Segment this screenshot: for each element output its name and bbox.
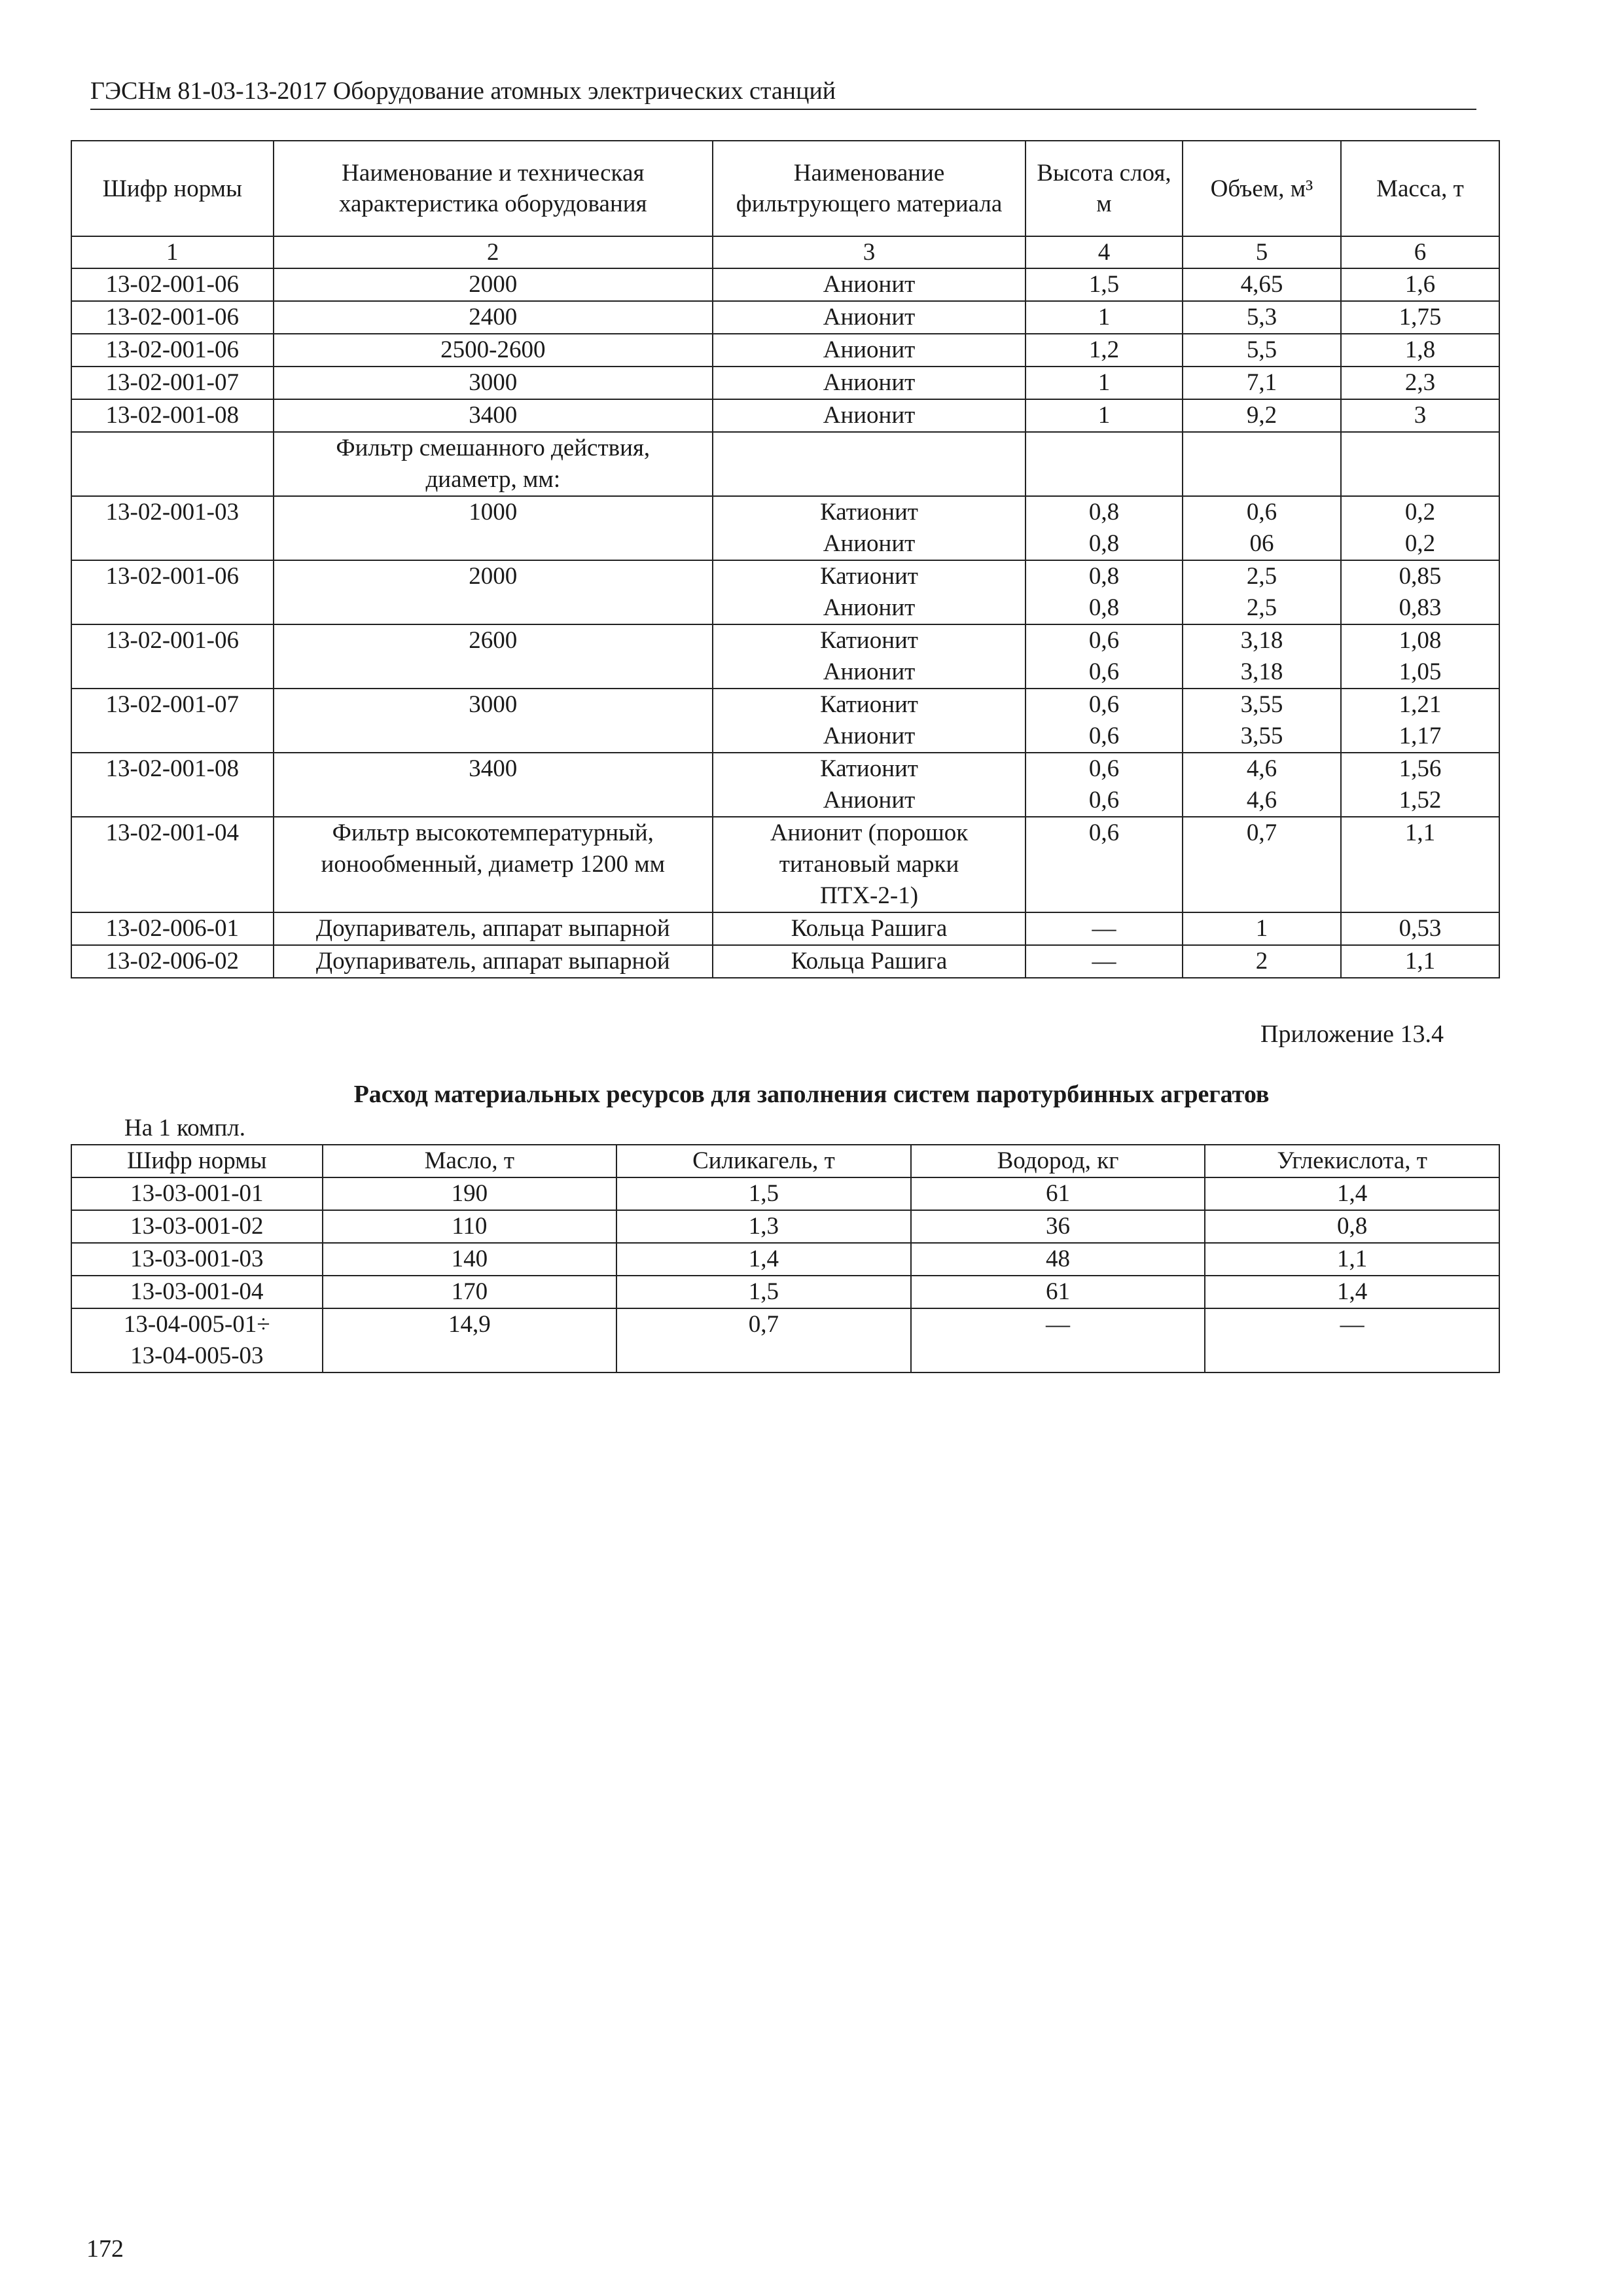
header-mass: Масса, т: [1341, 141, 1499, 236]
volume-cell: [1183, 912, 1341, 945]
hydrogen-cell-line: 61: [1046, 1180, 1071, 1207]
header-layer-height: Высота слоя, м: [1026, 141, 1183, 236]
oil-cell: [323, 1308, 617, 1372]
table-row: [71, 1276, 1499, 1308]
table-row: [71, 268, 1499, 301]
mass-cell: [1341, 432, 1499, 496]
equipment-cell-line: 2500-2600: [440, 336, 546, 363]
code-cell: 13-02-001-06: [71, 624, 274, 689]
height-cell-line: 0,6: [1088, 819, 1120, 846]
code-cell: 13-02-001-07: [71, 367, 274, 399]
mass-cell-line: 3: [1414, 402, 1427, 429]
code-cell-line: 13-03-001-01: [130, 1180, 264, 1207]
volume-cell: [1183, 301, 1341, 334]
carbon-dioxide-cell: [1205, 1243, 1499, 1276]
height-cell-line: 0,6: [1088, 627, 1120, 654]
material-cell: [713, 399, 1026, 432]
oil-cell: [323, 1177, 617, 1210]
table-row: [71, 1177, 1499, 1210]
material-cell-line: Анионит: [823, 787, 916, 814]
mass-cell-line: 1,75: [1399, 304, 1442, 331]
equipment-cell-line: 2000: [469, 563, 518, 590]
mass-cell: [1341, 753, 1499, 817]
code-cell-line: 13-03-001-02: [130, 1213, 264, 1240]
height-cell-line: 0,6: [1088, 755, 1120, 782]
material-cell-line: Катионит: [820, 627, 918, 654]
material-cell-line: ПТХ-2-1): [820, 882, 919, 909]
mass-cell-line: 1,52: [1399, 787, 1442, 814]
volume-cell-line: 4,6: [1246, 787, 1277, 814]
hydrogen-cell-line: —: [1046, 1311, 1071, 1338]
silica-gel-cell: [616, 1243, 911, 1276]
code-cell: 13-02-001-07: [71, 689, 274, 753]
code-cell: [71, 1308, 323, 1372]
oil-cell-line: 140: [451, 1246, 488, 1272]
mass-cell: [1341, 817, 1499, 912]
height-cell-line: 1: [1097, 402, 1111, 429]
equipment-cell-line: диаметр, мм:: [425, 466, 561, 493]
table-row: [71, 432, 1499, 496]
mass-cell-line: 1,08: [1399, 627, 1442, 654]
code-cell-line: 13-03-001-03: [130, 1246, 264, 1272]
column-number: 5: [1183, 236, 1341, 268]
table-row: [71, 1243, 1499, 1276]
material-cell-line: Анионит: [823, 530, 916, 557]
height-cell: [1026, 432, 1183, 496]
equipment-cell-line: 3400: [469, 755, 518, 782]
column-number: 1: [71, 236, 274, 268]
material-cell-line: Анионит (порошок: [770, 819, 969, 846]
mass-cell-line: 0,2: [1404, 530, 1436, 557]
table-row: [71, 753, 1499, 817]
height-cell: [1026, 496, 1183, 560]
height-cell-line: 1: [1097, 369, 1111, 396]
header-material: Наименование фильтрующего материала: [713, 141, 1026, 236]
volume-cell-line: 2,5: [1246, 594, 1277, 621]
code-cell: 13-02-001-06: [71, 268, 274, 301]
mass-cell-line: 1,17: [1399, 723, 1442, 749]
column-number: 6: [1341, 236, 1499, 268]
silica-gel-cell: [616, 1276, 911, 1308]
silica-gel-cell: [616, 1308, 911, 1372]
height-cell-line: 0,6: [1088, 691, 1120, 718]
header-equipment: Наименование и техническая характеристика оборудования: [274, 141, 713, 236]
filter-materials-table: [71, 140, 1500, 978]
code-cell: 13-02-001-06: [71, 334, 274, 367]
carbon-dioxide-cell-line: —: [1340, 1311, 1364, 1338]
code-cell: [71, 1210, 323, 1243]
equipment-cell-line: 3400: [469, 402, 518, 429]
height-cell-line: 1,2: [1088, 336, 1120, 363]
material-cell-line: Катионит: [820, 691, 918, 718]
silica-gel-cell-line: 1,4: [748, 1246, 779, 1272]
material-cell: [713, 624, 1026, 689]
height-cell: [1026, 624, 1183, 689]
carbon-dioxide-cell-line: 1,4: [1337, 1180, 1368, 1207]
material-cell: [713, 945, 1026, 978]
volume-cell-line: 5,3: [1246, 304, 1277, 331]
equipment-cell-line: 2600: [469, 627, 518, 654]
volume-cell: [1183, 560, 1341, 624]
equipment-cell: [274, 912, 713, 945]
height-cell-line: —: [1092, 915, 1116, 942]
material-cell: [713, 301, 1026, 334]
code-cell: 13-02-001-06: [71, 560, 274, 624]
mass-cell: [1341, 624, 1499, 689]
oil-cell-line: 14,9: [448, 1311, 491, 1338]
carbon-dioxide-cell-line: 1,4: [1337, 1278, 1368, 1305]
carbon-dioxide-cell: [1205, 1210, 1499, 1243]
equipment-cell: [274, 367, 713, 399]
material-cell-line: Анионит: [823, 402, 916, 429]
table-row: [71, 560, 1499, 624]
height-cell-line: 1: [1097, 304, 1111, 331]
mass-cell-line: 1,1: [1404, 948, 1436, 975]
volume-cell-line: 2: [1255, 948, 1268, 975]
code-cell: [71, 1177, 323, 1210]
height-cell-line: 0,8: [1088, 499, 1120, 526]
material-cell-line: Кольца Рашига: [791, 915, 948, 942]
height-cell: [1026, 560, 1183, 624]
hydrogen-cell: [911, 1276, 1205, 1308]
equipment-cell-line: Доупариватель, аппарат выпарной: [315, 948, 670, 975]
equipment-cell: [274, 624, 713, 689]
code-cell: 13-02-001-08: [71, 399, 274, 432]
code-cell: 13-02-001-04: [71, 817, 274, 912]
unit-label: На 1 компл.: [124, 1115, 245, 1141]
volume-cell-line: 4,65: [1240, 271, 1283, 298]
volume-cell-line: 9,2: [1246, 402, 1277, 429]
volume-cell-line: 3,18: [1240, 658, 1283, 685]
carbon-dioxide-cell: [1205, 1308, 1499, 1372]
table-row: [71, 496, 1499, 560]
column-number: 4: [1026, 236, 1183, 268]
mass-cell-line: 2,3: [1404, 369, 1436, 396]
mass-cell: [1341, 912, 1499, 945]
mass-cell-line: 1,21: [1399, 691, 1442, 718]
volume-cell-line: 4,6: [1246, 755, 1277, 782]
header-code: Шифр нормы: [71, 141, 274, 236]
equipment-cell-line: 3000: [469, 691, 518, 718]
volume-cell: [1183, 432, 1341, 496]
height-cell: [1026, 268, 1183, 301]
section-title: Расход материальных ресурсов для заполнения систем паротурбинных агрегатов: [353, 1081, 1270, 1108]
equipment-cell-line: 3000: [469, 369, 518, 396]
equipment-cell: [274, 689, 713, 753]
code-cell: 13-02-001-03: [71, 496, 274, 560]
code-cell: 13-02-006-01: [71, 912, 274, 945]
carbon-dioxide-cell-line: 0,8: [1337, 1213, 1368, 1240]
silica-gel-cell-line: 1,5: [748, 1180, 779, 1207]
header-hydrogen: Водород, кг: [911, 1145, 1205, 1177]
material-cell-line: Анионит: [823, 271, 916, 298]
code-cell: 13-02-006-02: [71, 945, 274, 978]
volume-cell: [1183, 496, 1341, 560]
equipment-cell: [274, 432, 713, 496]
height-cell-line: 0,8: [1088, 530, 1120, 557]
material-cell: [713, 912, 1026, 945]
height-cell: [1026, 334, 1183, 367]
volume-cell: [1183, 334, 1341, 367]
height-cell: [1026, 689, 1183, 753]
hydrogen-cell: [911, 1177, 1205, 1210]
oil-cell-line: 170: [451, 1278, 488, 1305]
equipment-cell: [274, 399, 713, 432]
header-oil: Масло, т: [323, 1145, 617, 1177]
height-cell-line: 0,8: [1088, 594, 1120, 621]
code-cell-line: 13-03-001-04: [130, 1278, 264, 1305]
code-cell-line: 13-04-005-01÷: [123, 1311, 270, 1338]
equipment-cell-line: 2000: [469, 271, 518, 298]
height-cell-line: 0,6: [1088, 787, 1120, 814]
carbon-dioxide-cell-line: 1,1: [1337, 1246, 1368, 1272]
code-cell: [71, 432, 274, 496]
column-number: 2: [274, 236, 713, 268]
equipment-cell: [274, 496, 713, 560]
header-volume: Объем, м³: [1183, 141, 1341, 236]
mass-cell-line: 0,2: [1404, 499, 1436, 526]
material-cell: [713, 334, 1026, 367]
material-cell: [713, 268, 1026, 301]
oil-cell: [323, 1210, 617, 1243]
height-cell-line: —: [1092, 948, 1116, 975]
material-cell-line: Анионит: [823, 658, 916, 685]
mass-cell: [1341, 334, 1499, 367]
material-cell-line: Анионит: [823, 369, 916, 396]
header-silica-gel: Силикагель, т: [616, 1145, 911, 1177]
height-cell-line: 0,6: [1088, 723, 1120, 749]
height-cell: [1026, 912, 1183, 945]
header-code: Шифр нормы: [71, 1145, 323, 1177]
code-cell: [71, 1276, 323, 1308]
turbine-materials-table: [71, 1144, 1500, 1373]
table-row: [71, 301, 1499, 334]
volume-cell-line: 2,5: [1246, 563, 1277, 590]
equipment-cell-line: 2400: [469, 304, 518, 331]
silica-gel-cell-line: 0,7: [748, 1311, 779, 1338]
table-row: [71, 1308, 1499, 1372]
equipment-cell: [274, 560, 713, 624]
mass-cell-line: 1,05: [1399, 658, 1442, 685]
hydrogen-cell-line: 61: [1046, 1278, 1071, 1305]
page-number: 172: [86, 2235, 124, 2263]
equipment-cell: [274, 753, 713, 817]
volume-cell: [1183, 817, 1341, 912]
material-cell-line: Катионит: [820, 755, 918, 782]
table-row: [71, 912, 1499, 945]
mass-cell: [1341, 945, 1499, 978]
height-cell: [1026, 817, 1183, 912]
column-number: 3: [713, 236, 1026, 268]
mass-cell: [1341, 689, 1499, 753]
volume-cell: [1183, 689, 1341, 753]
silica-gel-cell-line: 1,3: [748, 1213, 779, 1240]
table-row: [71, 334, 1499, 367]
hydrogen-cell: [911, 1308, 1205, 1372]
mass-cell: [1341, 496, 1499, 560]
material-cell: [713, 817, 1026, 912]
material-cell-line: Кольца Рашига: [791, 948, 948, 975]
mass-cell-line: 0,83: [1399, 594, 1442, 621]
material-cell-line: титановый марки: [779, 851, 959, 878]
equipment-cell-line: 1000: [469, 499, 518, 526]
silica-gel-cell: [616, 1210, 911, 1243]
height-cell: [1026, 301, 1183, 334]
volume-cell: [1183, 945, 1341, 978]
equipment-cell: [274, 301, 713, 334]
volume-cell-line: 1: [1255, 915, 1268, 942]
height-cell: [1026, 399, 1183, 432]
volume-cell: [1183, 624, 1341, 689]
mass-cell: [1341, 367, 1499, 399]
volume-cell: [1183, 399, 1341, 432]
material-cell-line: Катионит: [820, 563, 918, 590]
material-cell-line: Катионит: [820, 499, 918, 526]
volume-cell-line: 5,5: [1246, 336, 1277, 363]
material-cell-line: Анионит: [823, 304, 916, 331]
volume-cell-line: 3,55: [1240, 691, 1283, 718]
volume-cell-line: 3,18: [1240, 627, 1283, 654]
volume-cell-line: 0,7: [1246, 819, 1277, 846]
material-cell: [713, 689, 1026, 753]
table-row: [71, 624, 1499, 689]
material-cell-line: Анионит: [823, 723, 916, 749]
equipment-cell: [274, 268, 713, 301]
height-cell: [1026, 945, 1183, 978]
mass-cell: [1341, 399, 1499, 432]
mass-cell: [1341, 268, 1499, 301]
table-row: [71, 689, 1499, 753]
code-cell: [71, 1243, 323, 1276]
table-row: [71, 1210, 1499, 1243]
carbon-dioxide-cell: [1205, 1276, 1499, 1308]
mass-cell: [1341, 560, 1499, 624]
height-cell-line: 0,6: [1088, 658, 1120, 685]
silica-gel-cell-line: 1,5: [748, 1278, 779, 1305]
mass-cell-line: 0,85: [1399, 563, 1442, 590]
mass-cell-line: 1,8: [1404, 336, 1436, 363]
code-cell: 13-02-001-06: [71, 301, 274, 334]
volume-cell: [1183, 367, 1341, 399]
hydrogen-cell-line: 36: [1046, 1213, 1071, 1240]
height-cell-line: 0,8: [1088, 563, 1120, 590]
equipment-cell: [274, 817, 713, 912]
oil-cell-line: 110: [452, 1213, 488, 1240]
carbon-dioxide-cell: [1205, 1177, 1499, 1210]
material-cell: [713, 367, 1026, 399]
volume-cell-line: 06: [1249, 530, 1274, 557]
equipment-cell: [274, 334, 713, 367]
mass-cell-line: 1,1: [1404, 819, 1436, 846]
volume-cell: [1183, 268, 1341, 301]
table-row: [71, 367, 1499, 399]
oil-cell: [323, 1276, 617, 1308]
code-cell: 13-02-001-08: [71, 753, 274, 817]
running-header: ГЭСНм 81-03-13-2017 Оборудование атомных электрических станций: [90, 76, 1476, 110]
height-cell: [1026, 753, 1183, 817]
material-cell-line: Анионит: [823, 594, 916, 621]
height-cell: [1026, 367, 1183, 399]
table-row: [71, 399, 1499, 432]
height-cell-line: 1,5: [1088, 271, 1120, 298]
equipment-cell-line: Фильтр смешанного действия,: [336, 435, 651, 461]
hydrogen-cell: [911, 1210, 1205, 1243]
mass-cell: [1341, 301, 1499, 334]
volume-cell-line: 3,55: [1240, 723, 1283, 749]
table-row: [71, 945, 1499, 978]
volume-cell: [1183, 753, 1341, 817]
table-row: [71, 817, 1499, 912]
volume-cell-line: 0,6: [1246, 499, 1277, 526]
material-cell: [713, 496, 1026, 560]
material-cell: [713, 432, 1026, 496]
hydrogen-cell: [911, 1243, 1205, 1276]
oil-cell-line: 190: [451, 1180, 488, 1207]
silica-gel-cell: [616, 1177, 911, 1210]
equipment-cell-line: ионообменный, диаметр 1200 мм: [321, 851, 666, 878]
mass-cell-line: 1,56: [1399, 755, 1442, 782]
header-carbon-dioxide: Углекислота, т: [1205, 1145, 1499, 1177]
equipment-cell-line: Фильтр высокотемпературный,: [332, 819, 654, 846]
material-cell-line: Анионит: [823, 336, 916, 363]
volume-cell-line: 7,1: [1246, 369, 1277, 396]
equipment-cell: [274, 945, 713, 978]
mass-cell-line: 1,6: [1404, 271, 1436, 298]
equipment-cell-line: Доупариватель, аппарат выпарной: [315, 915, 670, 942]
material-cell: [713, 753, 1026, 817]
material-cell: [713, 560, 1026, 624]
code-cell-line: 13-04-005-03: [130, 1342, 264, 1369]
appendix-label: Приложение 13.4: [1260, 1020, 1444, 1048]
oil-cell: [323, 1243, 617, 1276]
mass-cell-line: 0,53: [1399, 915, 1442, 942]
hydrogen-cell-line: 48: [1046, 1246, 1071, 1272]
